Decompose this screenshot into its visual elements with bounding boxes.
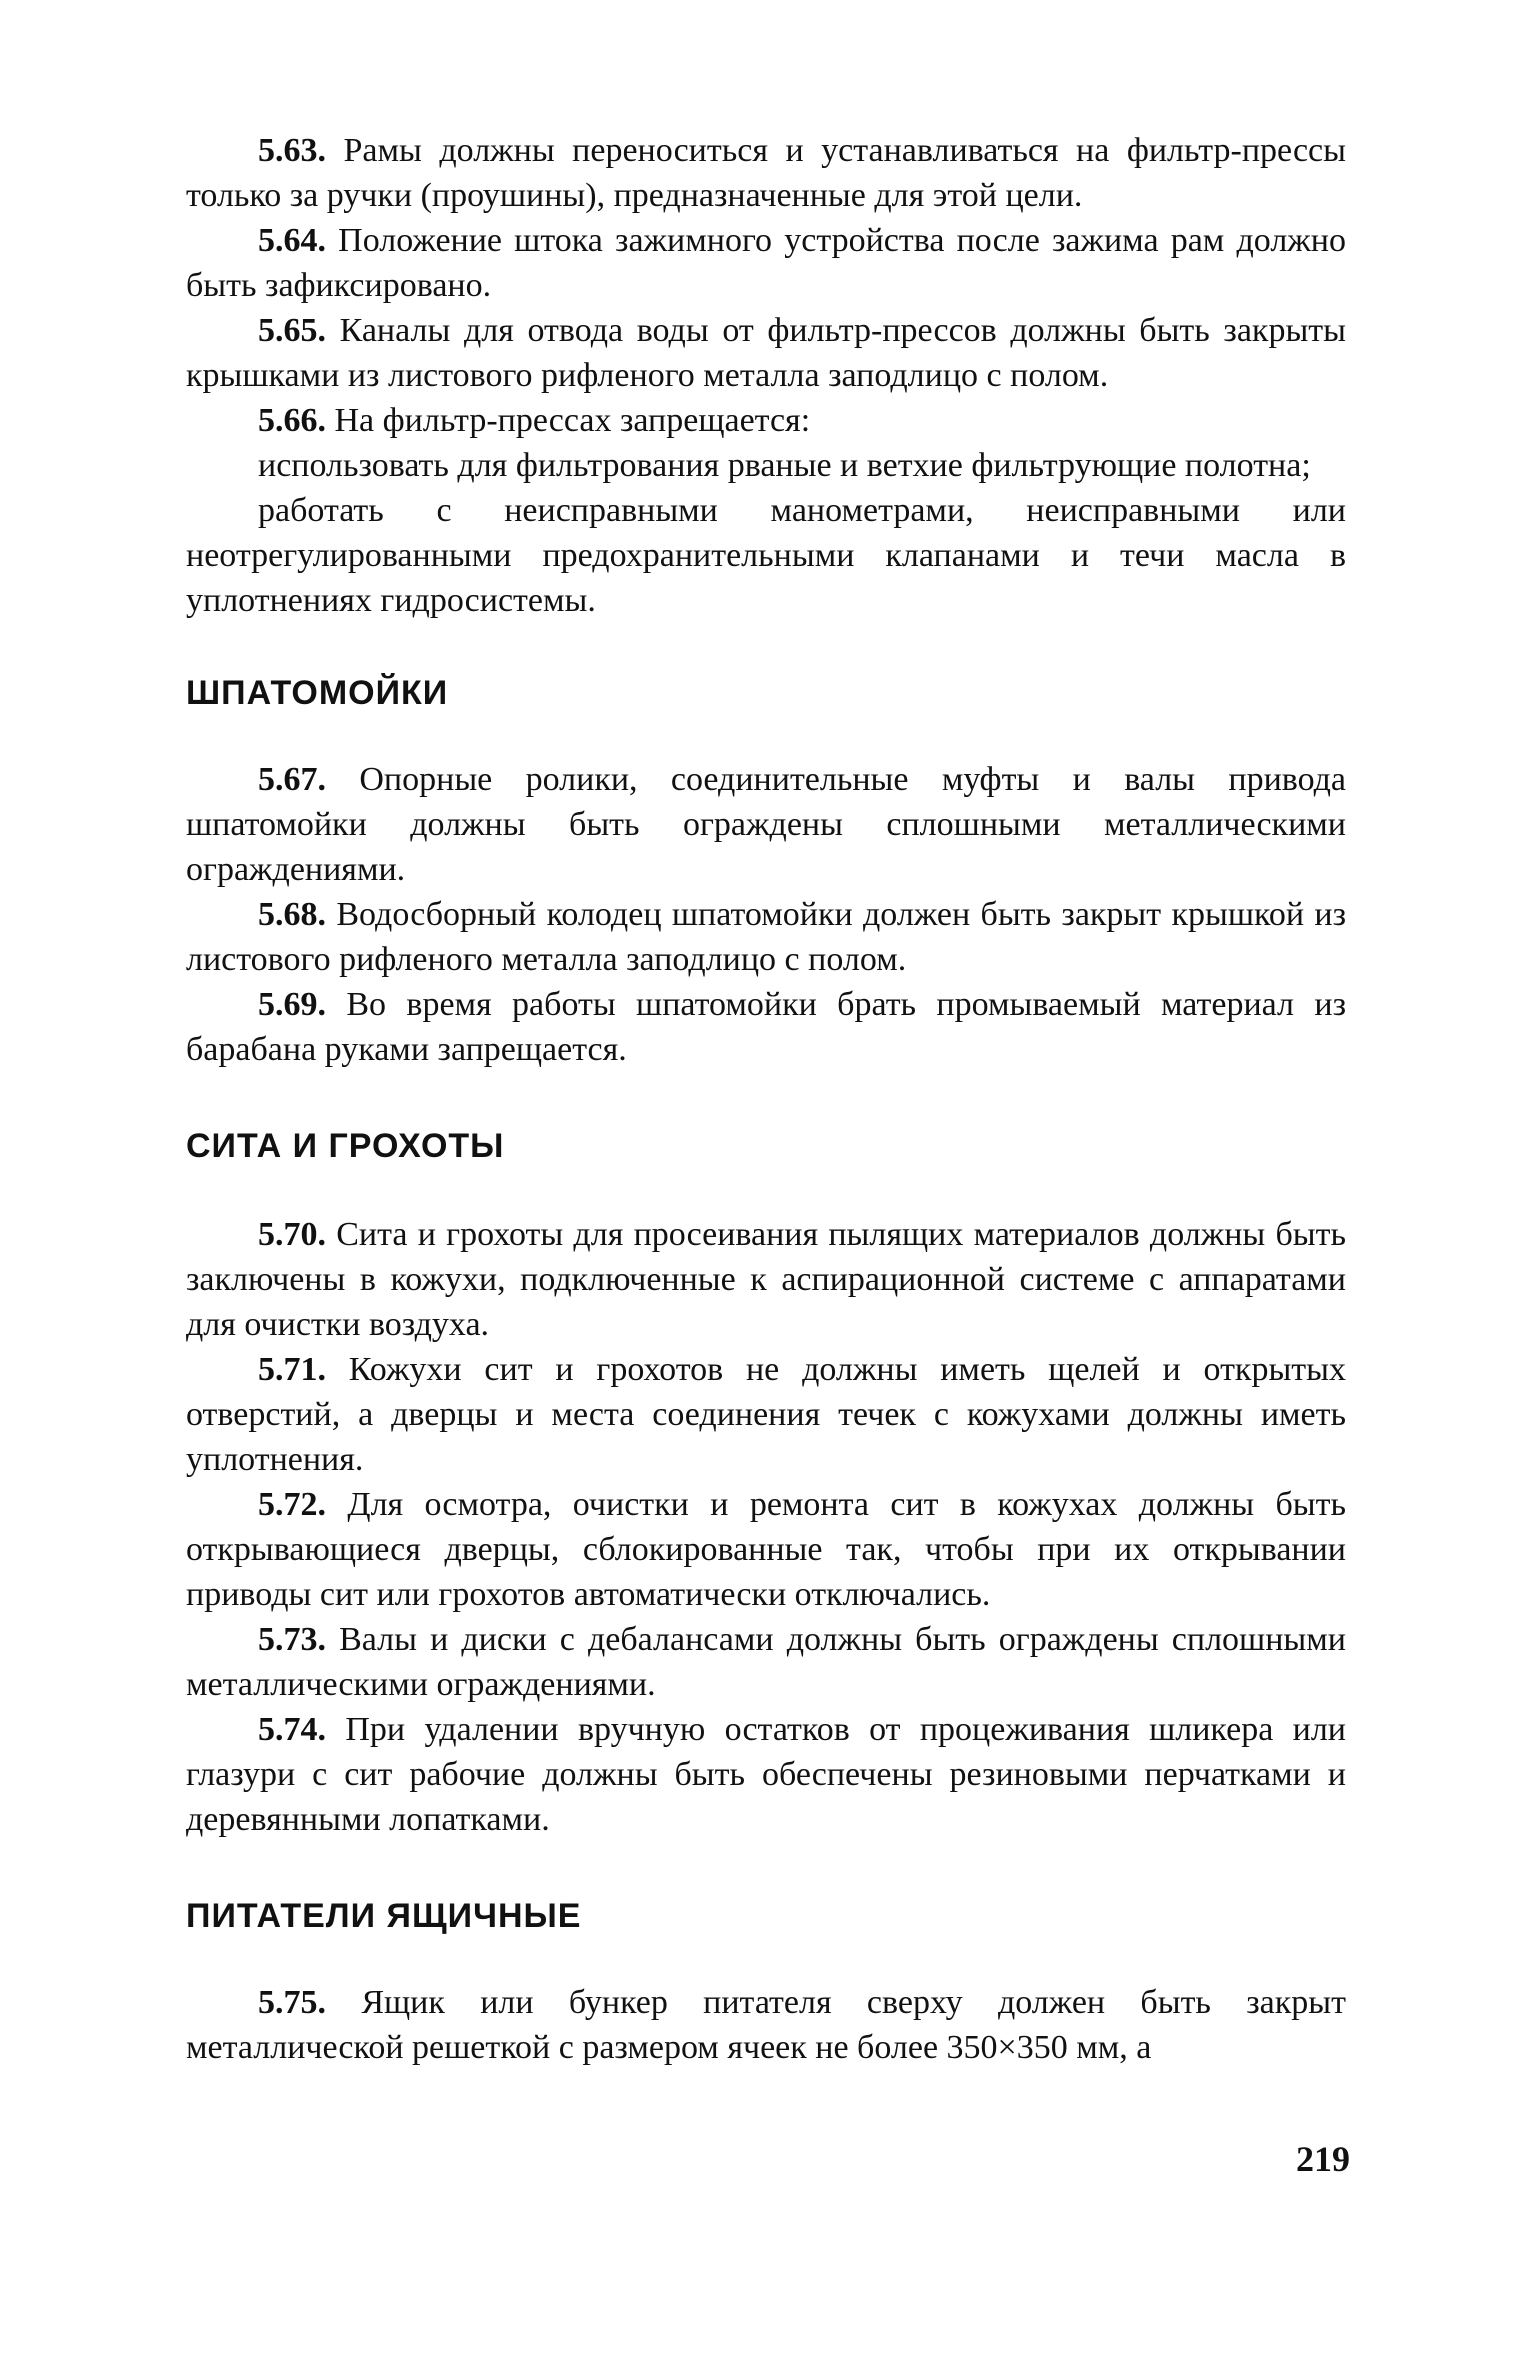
paragraph-number: 5.65. (258, 312, 326, 349)
paragraph-number: 5.63. (258, 132, 326, 169)
paragraph-5-75 (186, 1980, 1346, 2070)
paragraph-number: 5.69. (258, 986, 326, 1023)
paragraph-text: Валы и диски с дебалансами должны быть ограждены сплошными металлическими ограждениями. (186, 1621, 1346, 1703)
page-number: 219 (1296, 2139, 1350, 2179)
paragraph-text: Ящик или бункер питателя сверху должен быть закрыт металлической решеткой с размером ячеек не более 350×350 мм, а (186, 1984, 1346, 2066)
paragraph-number: 5.73. (258, 1621, 326, 1658)
paragraph-number: 5.72. (258, 1486, 326, 1523)
paragraph-5-67 (186, 757, 1346, 892)
paragraph-5-72 (186, 1482, 1346, 1617)
sub-item-2: работать с неисправными манометрами, неисправными или неотрегулированными предохранительными клапанами и течи масла в уплотнениях гидросистемы. (186, 492, 1346, 619)
paragraph-number: 5.68. (258, 896, 326, 933)
paragraph-text: Каналы для отвода воды от фильтр-прессов должны быть закрыты крышками из листового рифленого металла заподлицо с полом. (186, 312, 1346, 394)
paragraph-number: 5.75. (258, 1984, 326, 2021)
paragraph-number: 5.67. (258, 761, 326, 798)
paragraph-number: 5.66. (258, 402, 326, 439)
paragraph-5-69 (186, 982, 1346, 1072)
paragraph-5-70 (186, 1212, 1346, 1347)
paragraph-5-66 (186, 398, 1346, 443)
paragraph-5-71 (186, 1347, 1346, 1482)
paragraph-5-64 (186, 218, 1346, 308)
section-heading-sita-i-grokhoty: СИТА И ГРОХОТЫ (186, 1127, 505, 1165)
paragraph-text: На фильтр-прессах запрещается: (326, 402, 811, 439)
paragraph-text: Рамы должны переноситься и устанавливаться на фильтр-прессы только за ручки (проушины), предназначенные для этой цели. (186, 132, 1346, 214)
section-heading-shpatomoyki: ШПАТОМОЙКИ (186, 674, 449, 712)
paragraph-number: 5.70. (258, 1216, 326, 1253)
paragraph-5-73 (186, 1617, 1346, 1707)
sub-item-1: использовать для фильтрования рваные и ветхие фильтрующие полотна; (258, 447, 1311, 484)
paragraph-number: 5.74. (258, 1711, 326, 1748)
paragraph-number: 5.71. (258, 1351, 326, 1388)
paragraph-text: При удалении вручную остатков от процеживания шликера или глазури с сит рабочие должны быть обеспечены резиновыми перчатками и деревянными лопатками. (186, 1711, 1346, 1838)
paragraph-text: Кожухи сит и грохотов не должны иметь щелей и открытых отверстий, а дверцы и места соединения течек с кожухами должны иметь уплотнения. (186, 1351, 1346, 1478)
document-page (186, 128, 1350, 2248)
paragraph-5-65 (186, 308, 1346, 398)
paragraph-5-63 (186, 128, 1346, 218)
paragraph-text: Опорные ролики, соединительные муфты и валы привода шпатомойки должны быть ограждены сплошными металлическими ограждениями. (186, 761, 1346, 888)
paragraph-number: 5.64. (258, 222, 326, 259)
paragraph-text: Сита и грохоты для просеивания пылящих материалов должны быть заключены в кожухи, подключенные к аспирационной системе с аппаратами для очистки воздуха. (186, 1216, 1346, 1343)
paragraph-text: Во время работы шпатомойки брать промываемый материал из барабана руками запрещается. (186, 986, 1346, 1068)
section-heading-pitateli-yashchichnye: ПИТАТЕЛИ ЯЩИЧНЫЕ (186, 1897, 582, 1935)
paragraph-text: Положение штока зажимного устройства после зажима рам должно быть зафиксировано. (186, 222, 1346, 304)
paragraph-text: Для осмотра, очистки и ремонта сит в кожухах должны быть открывающиеся дверцы, сблокированные так, чтобы при их открывании приводы сит или грохотов автоматически отключались. (186, 1486, 1346, 1613)
paragraph-text: Водосборный колодец шпатомойки должен быть закрыт крышкой из листового рифленого металла заподлицо с полом. (186, 896, 1346, 978)
paragraph-5-68 (186, 892, 1346, 982)
paragraph-5-74 (186, 1707, 1346, 1842)
